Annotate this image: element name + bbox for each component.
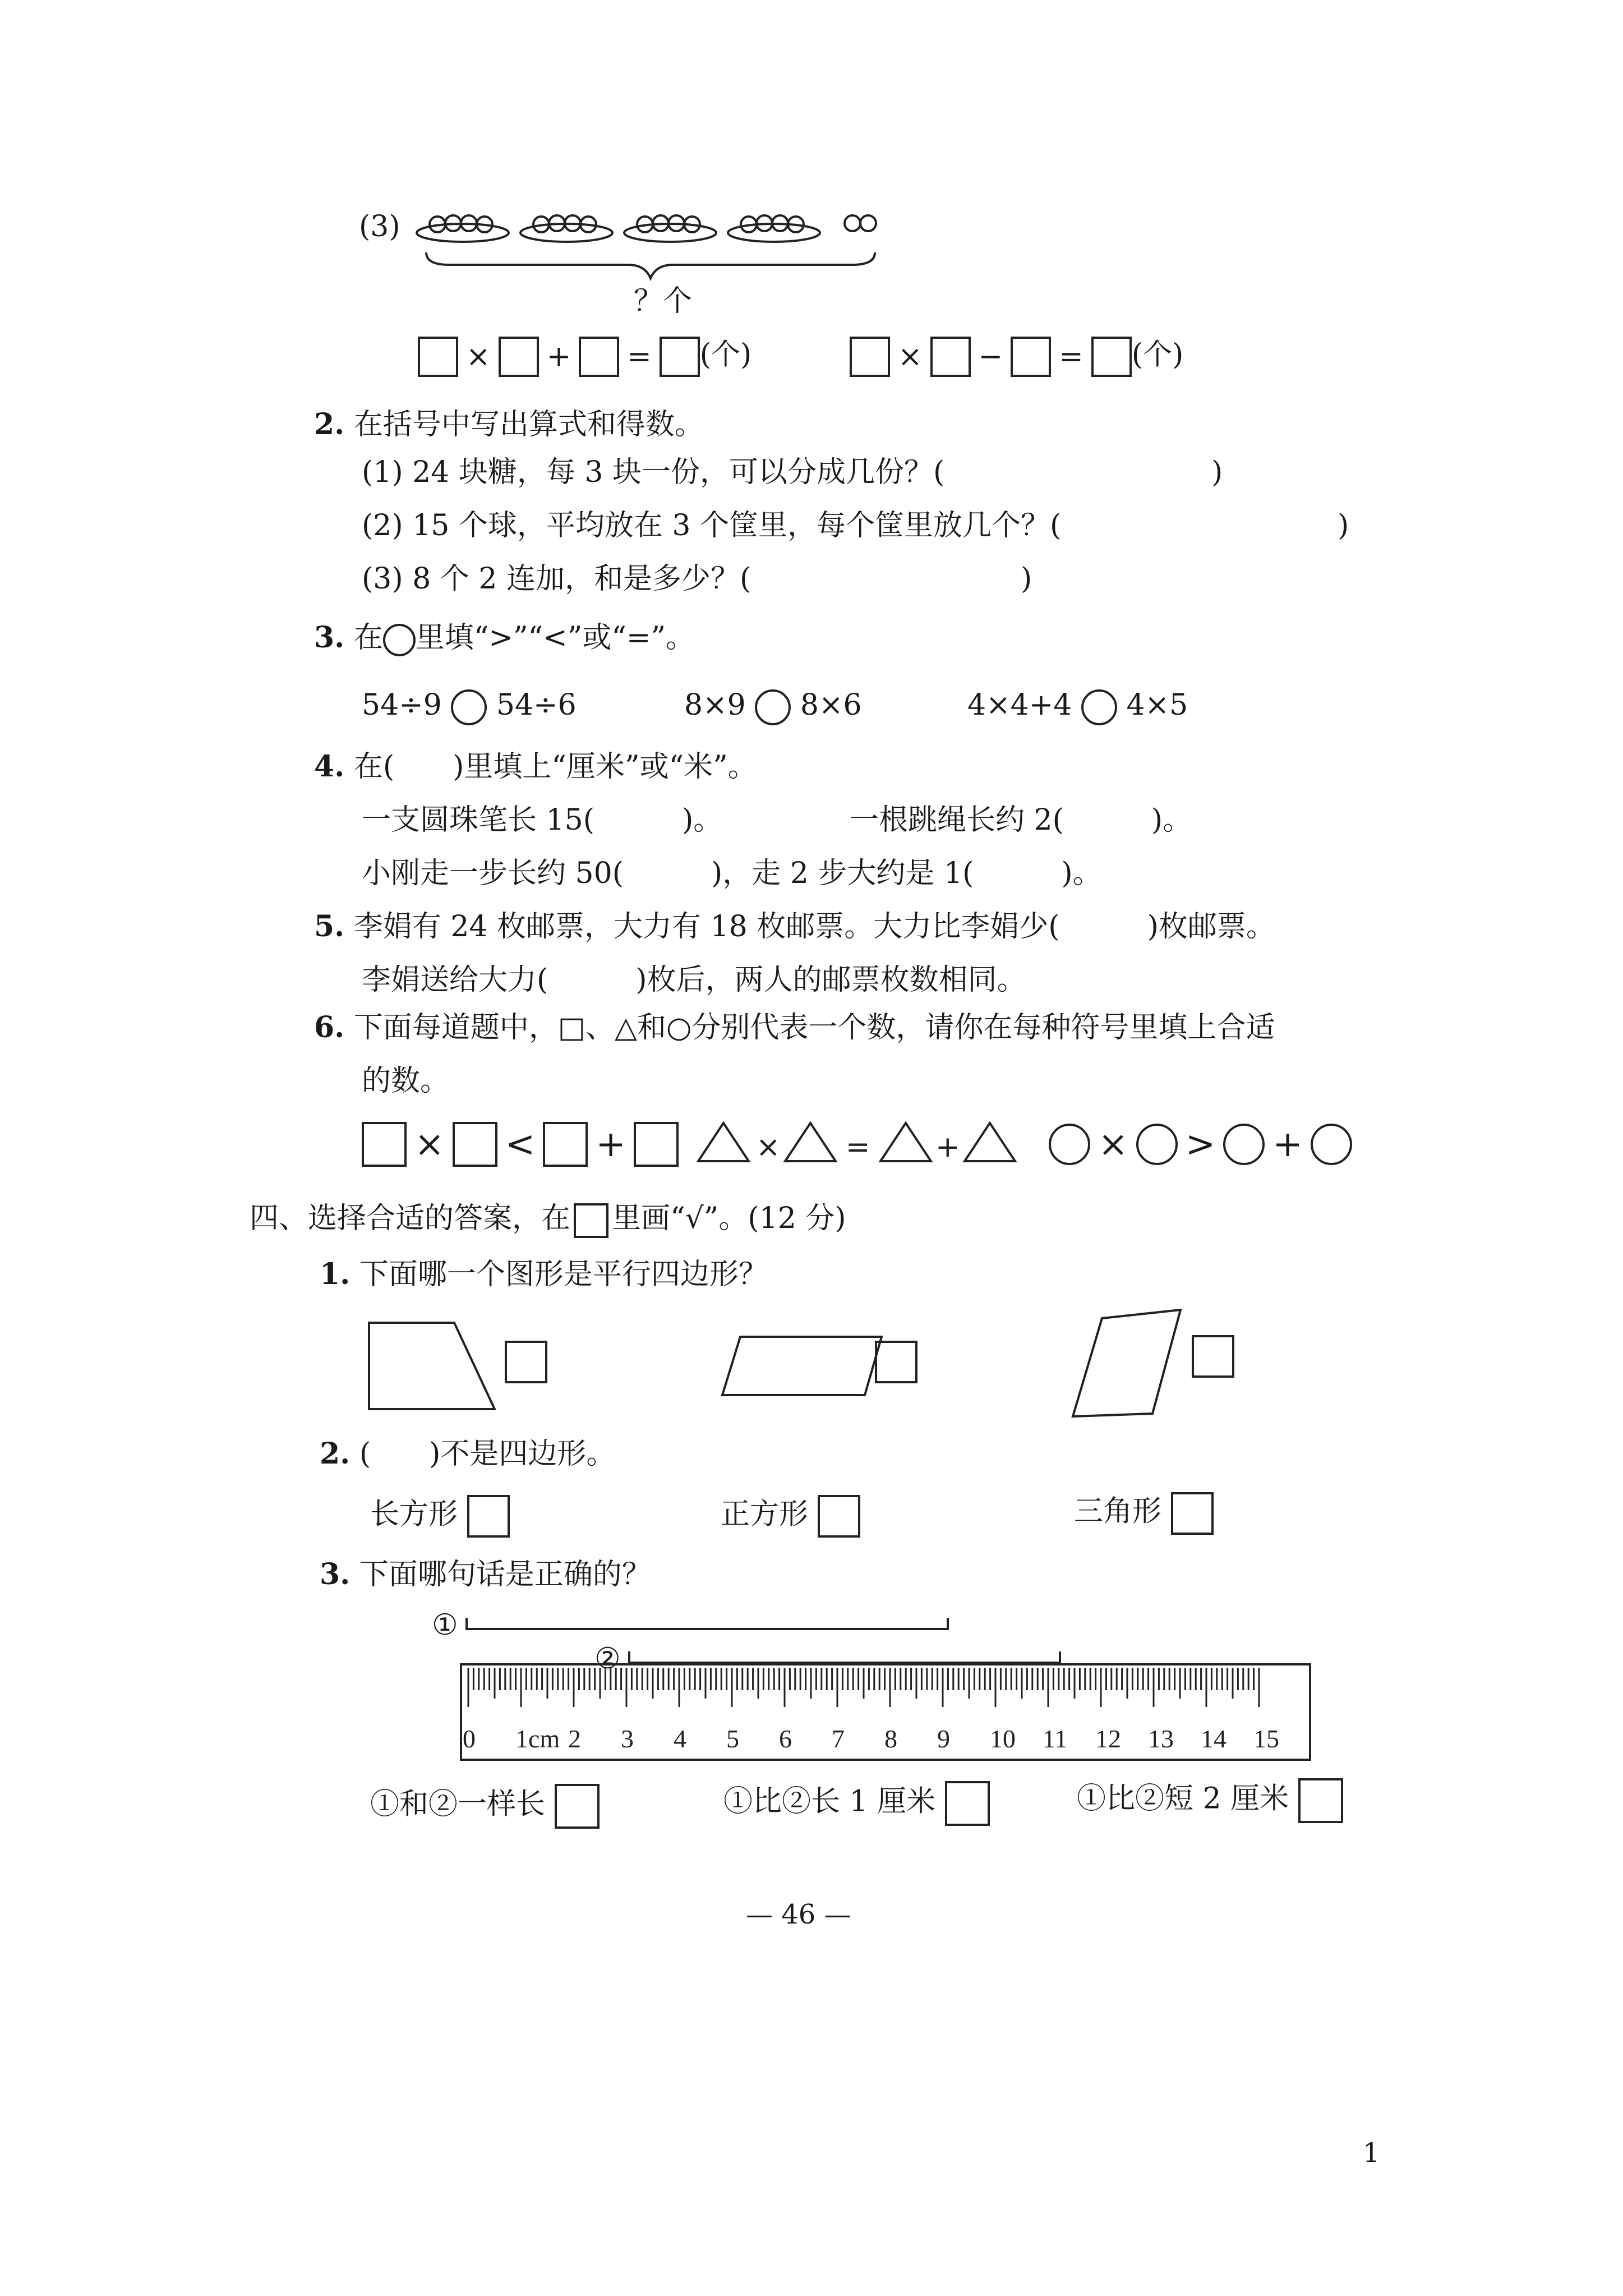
shape-trapezoid <box>365 1318 499 1414</box>
question-5-line-1 <box>314 909 1275 945</box>
circle-blank[interactable] <box>1311 1124 1352 1165</box>
shape-parallelogram-wide <box>718 1332 886 1400</box>
square-blank[interactable] <box>362 1122 407 1167</box>
q2-item-3: (3) 8 个 2 连加，和是多少？( <box>362 562 751 596</box>
ruler-label: 4 <box>674 1724 686 1753</box>
corner-page-number: 1 <box>1363 2137 1380 2169</box>
triangle-blank <box>965 1123 1015 1161</box>
question-text: ( )不是四边形。 <box>359 1437 616 1471</box>
option-label: 三角形 <box>1074 1494 1162 1529</box>
answer-checkbox[interactable] <box>467 1495 510 1538</box>
expr-left: 8×9 <box>684 688 746 722</box>
plate-icon <box>624 215 716 242</box>
question-text: 下面哪一个图形是平行四边形？ <box>359 1258 768 1291</box>
option-rectangle <box>370 1495 510 1538</box>
square-blank[interactable] <box>634 1122 679 1167</box>
expr-right: 8×6 <box>800 688 862 722</box>
plate-icon <box>728 215 820 242</box>
expr-left: 4×4+4 <box>967 688 1072 722</box>
question-number: 1. <box>320 1257 351 1291</box>
ruler <box>460 1663 1312 1764</box>
segment-2-label: ② <box>594 1642 621 1676</box>
q4-line-2: 小刚走一步长约 50( )，走 2 步大约是 1( )。 <box>362 857 1102 890</box>
section-text: 四、选择合适的答案，在 <box>250 1202 571 1235</box>
plate-icon <box>417 215 509 242</box>
svg-text:=: = <box>846 1130 870 1164</box>
close-paren: ) <box>1021 562 1032 596</box>
answer-checkbox[interactable] <box>945 1781 990 1826</box>
ruler-label: 8 <box>884 1724 897 1753</box>
compare-item <box>967 687 1188 725</box>
ruler-label: 2 <box>568 1724 581 1753</box>
ruler-label: 13 <box>1148 1724 1174 1753</box>
circle-icon <box>383 624 416 656</box>
question-text: 下面每道题中，□、△和○分别代表一个数，请你在每种符号里填上合适 <box>353 1011 1275 1045</box>
option-label: ①比②短 2 厘米 <box>1077 1782 1289 1816</box>
ruler-label: 0 <box>463 1724 476 1753</box>
option-equal-length <box>370 1784 600 1829</box>
segment-1 <box>465 1616 953 1632</box>
option-longer-1cm <box>723 1781 990 1826</box>
unit-label: (个) <box>1131 338 1184 372</box>
question-5-line-2: 李娟送给大力( )枚后，两人的邮票枚数相同。 <box>362 963 1026 997</box>
symbol-equation-circles: × > + <box>1049 1116 1352 1170</box>
ruler-label: 11 <box>1043 1724 1068 1753</box>
answer-checkbox[interactable] <box>555 1784 600 1829</box>
option-label: 正方形 <box>721 1497 809 1531</box>
answer-checkbox[interactable] <box>818 1495 860 1538</box>
question-text: 里填“>”“<”或“=”。 <box>415 621 695 655</box>
symbol-equation-squares: × < + <box>362 1116 679 1170</box>
square-blank[interactable] <box>453 1122 497 1167</box>
section-text: 里画“√”。(12 分) <box>612 1202 846 1235</box>
ruler-label: 1cm <box>515 1724 560 1753</box>
s4-question-3-title <box>320 1557 651 1593</box>
ruler-label: 3 <box>621 1724 634 1753</box>
ruler-label: 7 <box>832 1724 845 1753</box>
q4-line-1b: 一根跳绳长约 2( )。 <box>850 803 1192 837</box>
option-square <box>721 1495 860 1538</box>
answer-checkbox-trapezoid[interactable] <box>505 1341 547 1383</box>
compare-circle[interactable] <box>755 689 791 725</box>
q2-item-1: (1) 24 块糖，每 3 块一份，可以分成几份？( <box>362 455 945 489</box>
loose-items-icon <box>845 215 876 231</box>
question-6-line-2: 的数。 <box>362 1064 450 1098</box>
answer-box[interactable] <box>850 337 890 377</box>
question-text: 在括号中写出算式和得数。 <box>353 408 704 441</box>
shape-rhombus <box>1068 1307 1186 1419</box>
answer-checkbox-rhombus[interactable] <box>1192 1335 1234 1378</box>
triangle-blank <box>880 1123 931 1161</box>
page-number: — 46 — <box>746 1899 851 1930</box>
compare-item <box>684 687 862 725</box>
answer-checkbox[interactable] <box>1298 1778 1343 1823</box>
section-4-title <box>250 1200 846 1238</box>
ruler-label: 9 <box>937 1724 950 1753</box>
answer-box[interactable] <box>1091 337 1132 377</box>
q4-line-1a: 一支圆珠笔长 15( )。 <box>362 803 723 837</box>
question-number: 3. <box>314 620 345 655</box>
option-shorter-2cm <box>1077 1778 1343 1823</box>
answer-box[interactable] <box>930 337 971 377</box>
symbol-equation-triangles <box>695 1116 1021 1167</box>
compare-circle[interactable] <box>451 689 487 725</box>
ruler-label: 12 <box>1095 1724 1121 1753</box>
s4-question-1-title <box>320 1257 768 1292</box>
question-text: 在( )里填上“厘米”或“米”。 <box>353 750 757 784</box>
answer-checkbox-parallelogram[interactable] <box>875 1341 917 1383</box>
brace-label: ？个 <box>634 284 693 318</box>
answer-box[interactable] <box>660 337 700 377</box>
question-6-line-1 <box>314 1010 1275 1046</box>
equation-2: × − = (个) <box>850 337 1183 381</box>
answer-box[interactable] <box>579 337 619 377</box>
question-text: 下面哪句话是正确的？ <box>359 1558 651 1591</box>
equation-1: × + = (个) <box>418 337 751 381</box>
circle-blank[interactable] <box>1223 1124 1265 1165</box>
svg-text:+: + <box>935 1130 960 1164</box>
brace <box>426 252 875 278</box>
question-number: 4. <box>314 749 345 784</box>
option-label: ①比②长 1 厘米 <box>723 1784 936 1819</box>
answer-box[interactable] <box>1011 337 1051 377</box>
question-number: 2. <box>320 1437 351 1471</box>
question-text: 在 <box>353 621 383 655</box>
expr-left: 54÷9 <box>362 688 442 722</box>
ruler-label: 10 <box>990 1724 1016 1753</box>
unit-label: (个) <box>699 338 752 372</box>
question-number: 3. <box>320 1557 351 1591</box>
expr-right: 4×5 <box>1126 688 1188 722</box>
ruler-label: 6 <box>779 1724 792 1753</box>
option-label: 长方形 <box>370 1497 458 1531</box>
plate-icon <box>520 215 612 242</box>
checkbox-icon <box>574 1203 608 1238</box>
question-4-title <box>314 749 757 785</box>
answer-box[interactable] <box>499 337 539 377</box>
ruler-label: 15 <box>1253 1724 1279 1753</box>
answer-checkbox[interactable] <box>1171 1492 1214 1535</box>
option-label: ①和②一样长 <box>370 1787 546 1821</box>
compare-item <box>362 687 577 725</box>
compare-circle[interactable] <box>1081 689 1117 725</box>
question-number: 5. <box>314 909 345 944</box>
question-number: 6. <box>314 1010 345 1045</box>
option-triangle <box>1074 1492 1214 1535</box>
plates-label: (3) <box>359 210 400 243</box>
close-paren: ) <box>1211 455 1223 489</box>
close-paren: ) <box>1338 509 1349 542</box>
circle-blank[interactable] <box>1049 1124 1090 1165</box>
svg-text:×: × <box>756 1130 781 1164</box>
ruler-label: 14 <box>1201 1724 1227 1753</box>
expr-right: 54÷6 <box>496 688 577 722</box>
triangle-blank <box>785 1123 836 1161</box>
question-text: 李娟有 24 枚邮票，大力有 18 枚邮票。大力比李娟少( )枚邮票。 <box>353 910 1275 944</box>
ruler-label: 5 <box>726 1724 739 1753</box>
question-3-title <box>314 620 695 656</box>
circle-blank[interactable] <box>1136 1124 1178 1165</box>
triangle-blank <box>698 1123 749 1161</box>
question-number: 2. <box>314 407 345 441</box>
s4-question-2-title <box>320 1436 615 1472</box>
segment-1-label: ① <box>432 1608 458 1642</box>
square-blank[interactable] <box>543 1122 588 1167</box>
q2-item-2: (2) 15 个球，平均放在 3 个筐里，每个筐里放几个？( <box>362 509 1062 542</box>
question-2-title <box>314 407 704 443</box>
answer-box[interactable] <box>418 337 458 377</box>
